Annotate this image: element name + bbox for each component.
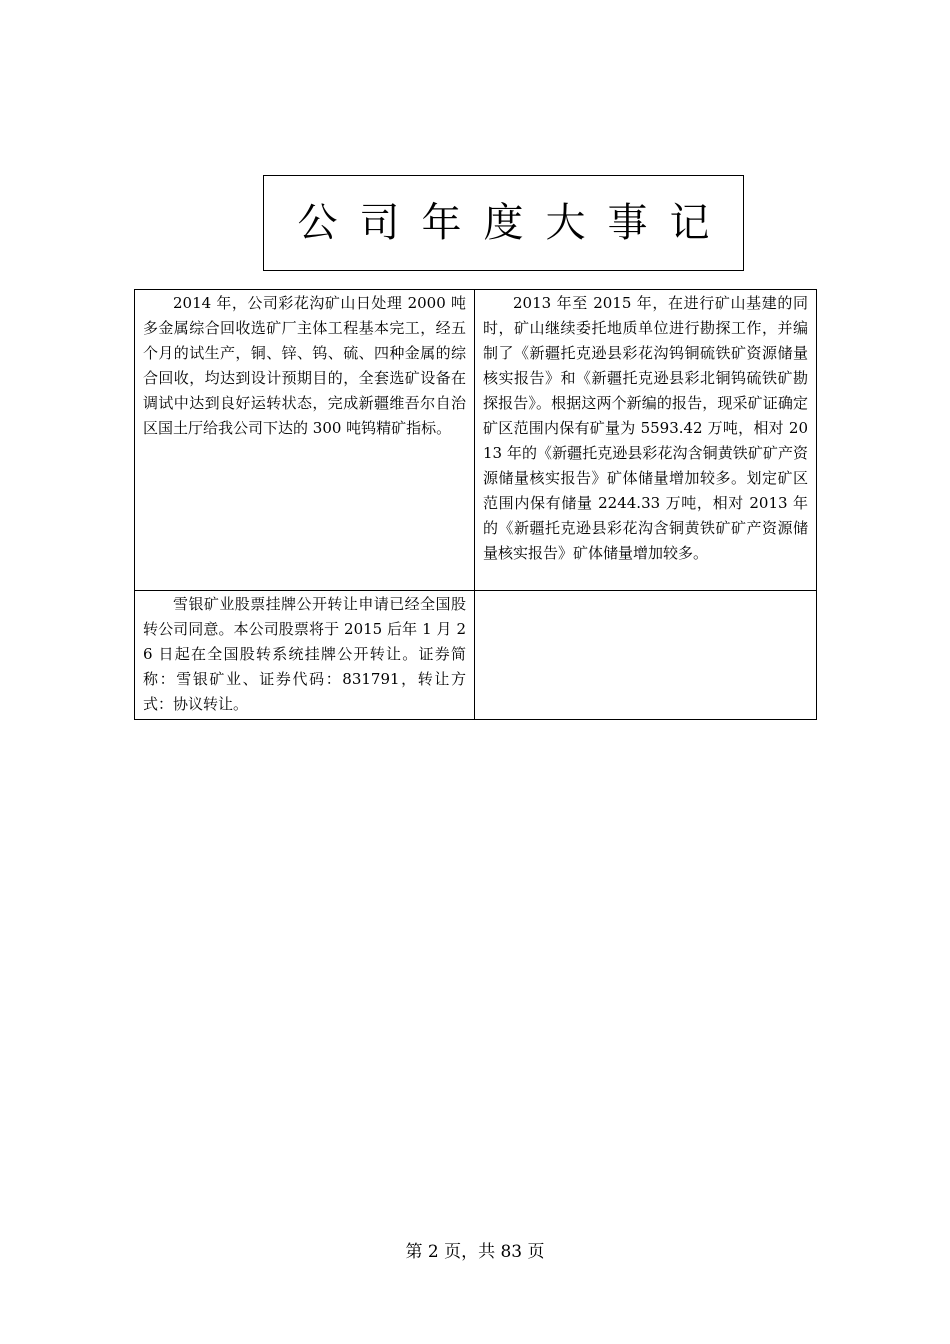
event-cell-2013-2015-exploration: 2013 年至 2015 年，在进行矿山基建的同时，矿山继续委托地质单位进行勘探工作，并编制了《新疆托克逊县彩花沟钨铜硫铁矿资源储量核实报告》和《新疆托克逊县彩北铜钨硫铁矿勘探报告》。根据这两个新编的报告，现采矿证确定矿区范围内保有矿量为 5593.42 万吨，相对 2013 年的《新疆托克逊县彩花沟含铜黄铁矿矿产资源储量核实报告》矿体储量增加较多。划定矿区范围内保有储量 2244.33 万吨，相对 2013 年的《新疆托克逊县彩花沟含铜黄铁矿矿产资源储量核实报告》矿体储量增加较多。 <box>475 290 817 591</box>
page-footer: 第 2 页，共 83 页 <box>405 1242 545 1262</box>
events-table <box>134 289 817 720</box>
event-cell-stock-listing: 雪银矿业股票挂牌公开转让申请已经全国股转公司同意。本公司股票将于 2015 后年 1 月 26 日起在全国股转系统挂牌公开转让。证券简称：雪银矿业、证券代码：831791，转让方式：协议转让。 <box>135 591 475 720</box>
event-cell-2014-plant: 2014 年，公司彩花沟矿山日处理 2000 吨多金属综合回收选矿厂主体工程基本完工，经五个月的试生产，铜、锌、钨、硫、四种金属的综合回收，均达到设计预期目的，全套选矿设备在调试中达到良好运转状态，完成新疆维吾尔自治区国土厅给我公司下达的 300 吨钨精矿指标。 <box>135 290 475 591</box>
event-cell-empty <box>475 591 817 720</box>
table-row <box>135 290 817 591</box>
table-row <box>135 591 817 720</box>
page-title: 公司年度大事记 <box>297 200 732 246</box>
title-box <box>263 175 744 271</box>
